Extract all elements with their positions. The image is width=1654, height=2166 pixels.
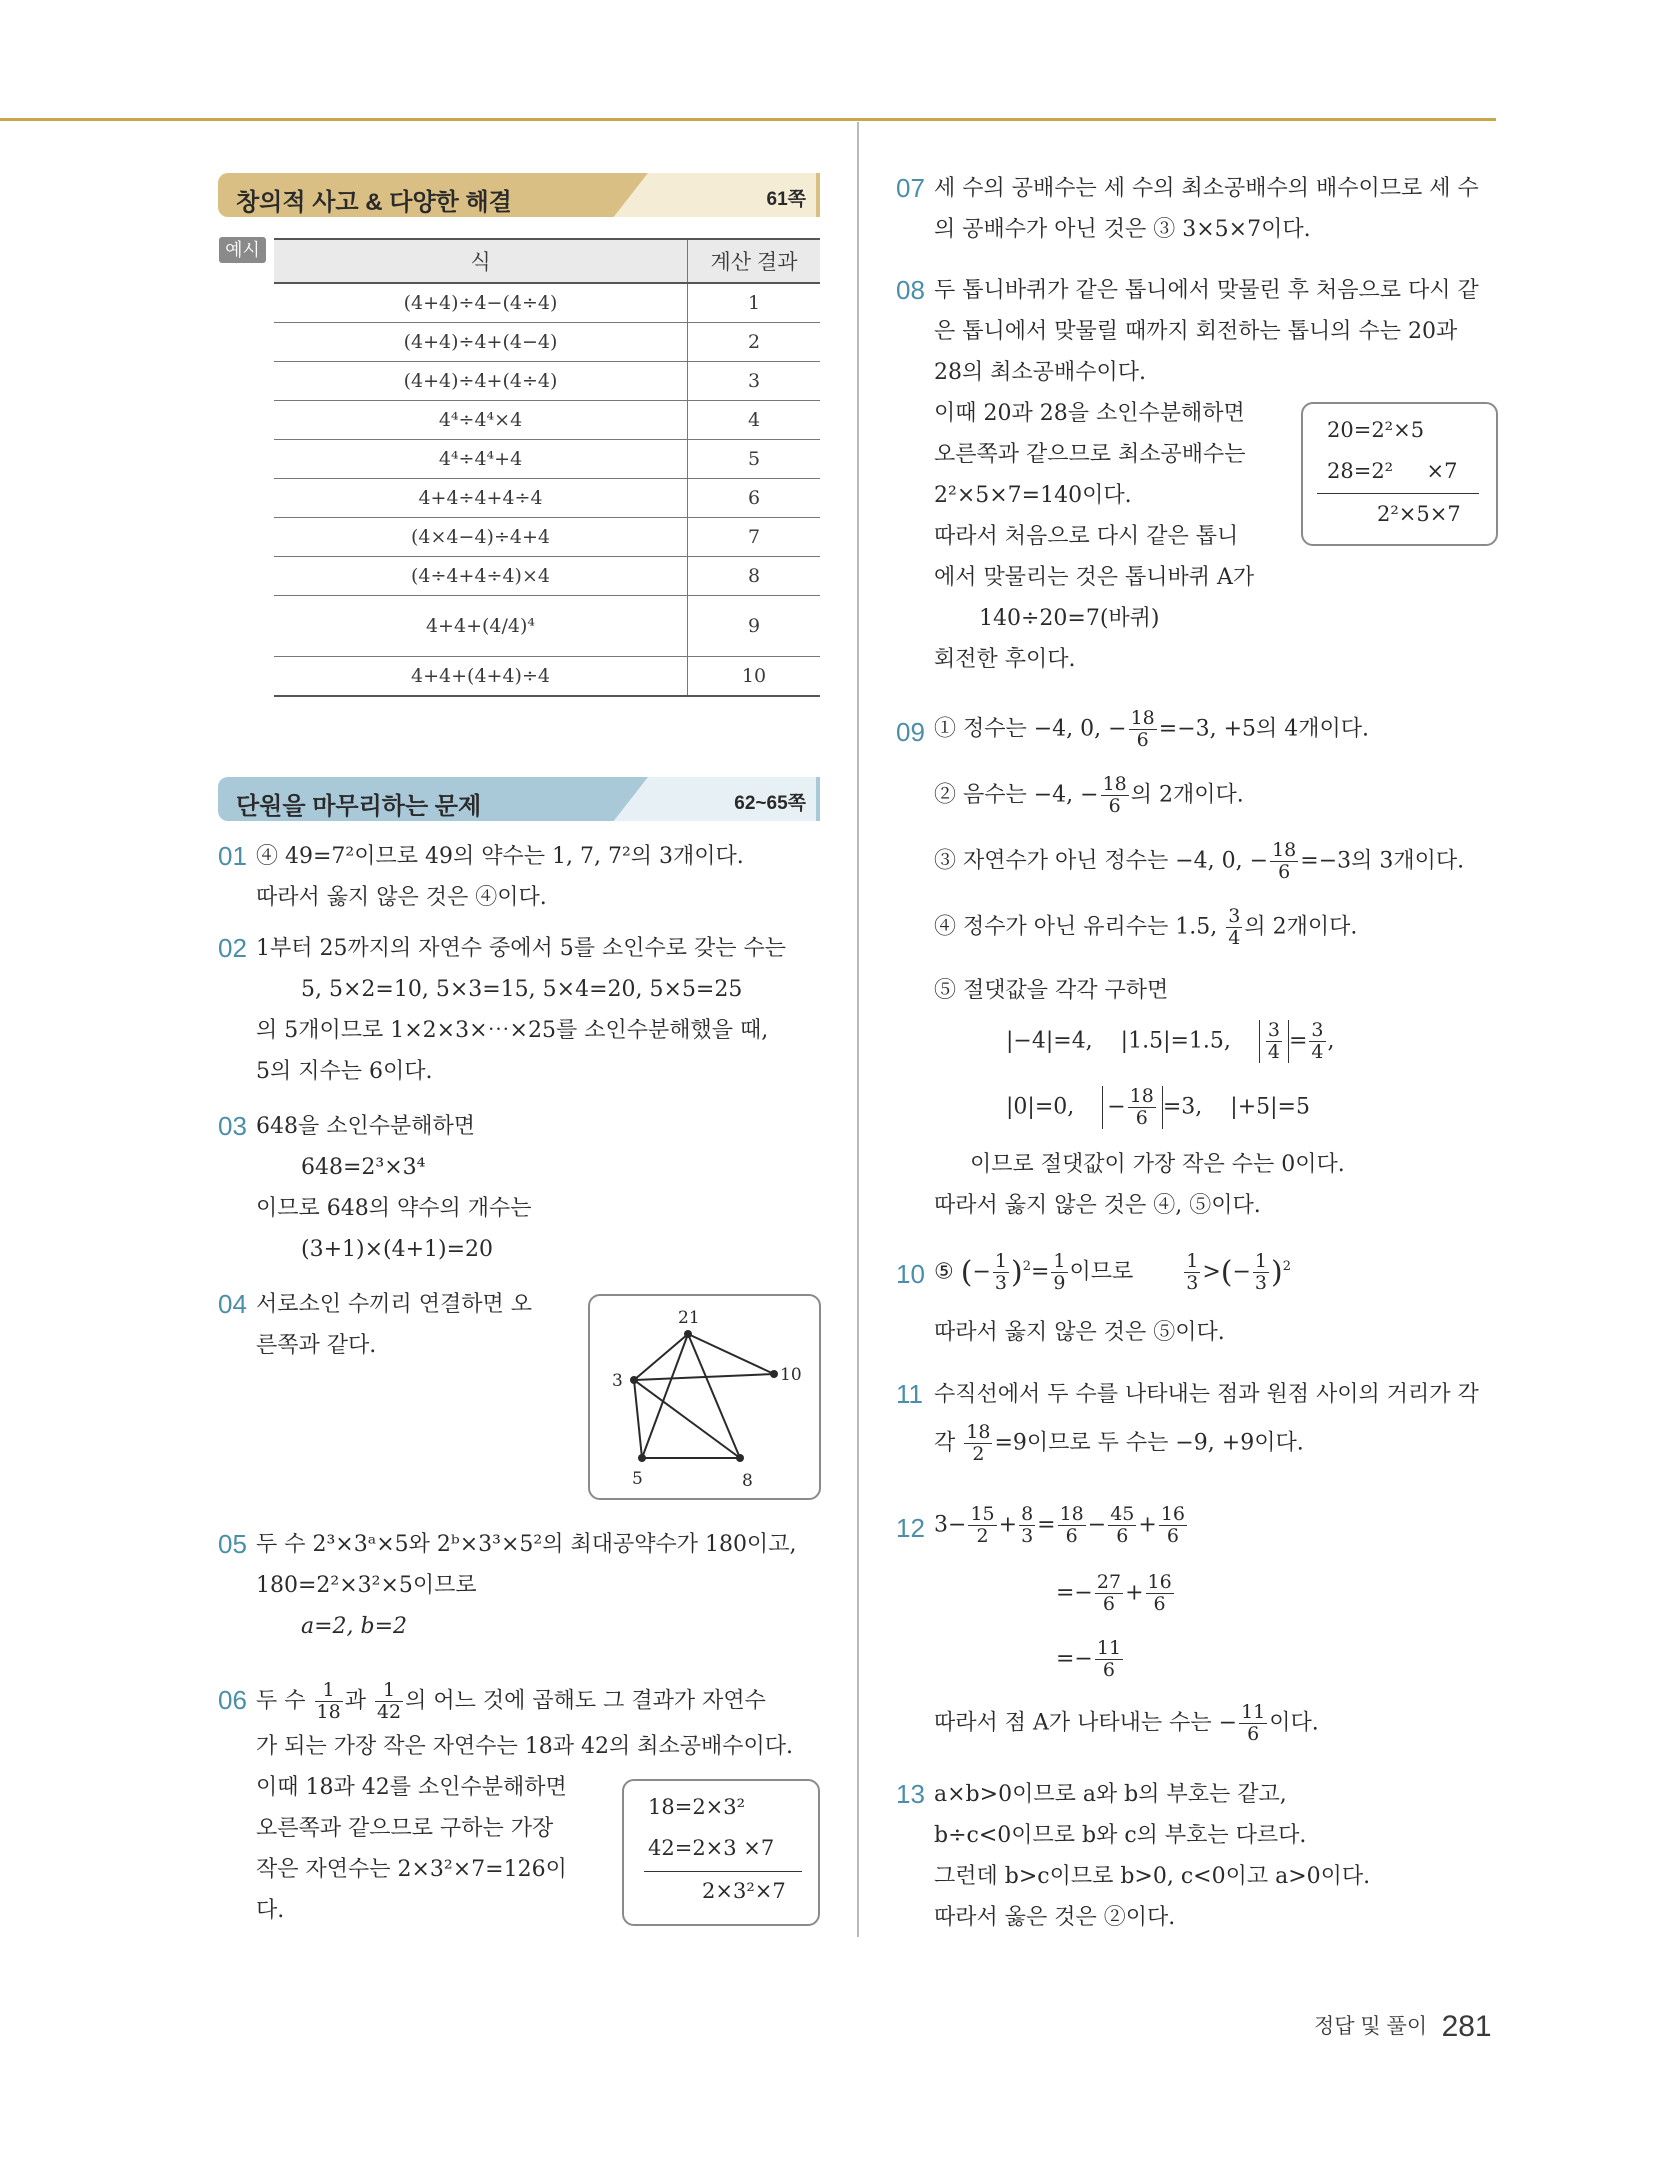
column-divider [857,122,859,1937]
box-line: 28=2² ×7 [1327,459,1458,483]
denominator: 6 [1136,729,1149,751]
factorization-box-06 [622,1779,820,1926]
text-line: 의 5개이므로 1×2×3×⋯×25를 소인수분해했을 때, [256,1018,769,1043]
text-fragment: ⑤ [934,1259,954,1285]
box-line: 2²×5×7 [1377,502,1461,526]
numerator: 18 [1102,773,1127,795]
text-fragment: = [1030,1259,1050,1285]
text-fragment: 의 2개이다. [1244,914,1358,940]
step-3: =− $\frac{11}{6}$ [1056,1637,1122,1681]
text-line: 세 수의 공배수는 세 수의 최소공배수의 배수이므로 세 수 [934,176,1479,201]
text-line: 이때 18과 42를 소인수분해하면 [256,1775,567,1800]
text-line: 오른쪽과 같으므로 최소공배수는 [934,442,1246,467]
table-row [274,479,820,518]
text-line: 140÷20=7(바퀴) [979,606,1160,631]
fraction [968,1504,996,1547]
problem-number: 07 [896,173,925,203]
table-row [274,362,820,401]
text-fragment: , [1327,1028,1335,1054]
denominator: 6 [1102,1659,1116,1681]
fraction [1128,1086,1156,1129]
problem-number: 01 [218,841,247,871]
expr-cell: (4+4)÷4−(4÷4) [274,283,688,323]
box-line: 18=2×3² [648,1795,746,1819]
problem-number: 06 [218,1685,247,1715]
numerator: 1 [1053,1249,1066,1272]
denominator: 4 [1311,1041,1324,1063]
numerator: 45 [1110,1503,1135,1525]
factorization-box-08 [1301,402,1498,546]
result-cell: 3 [688,362,821,401]
text-fragment: 의 어느 것에 곱해도 그 결과가 자연수 [405,1688,766,1714]
denominator: 3 [1021,1525,1034,1547]
fraction [964,1422,992,1465]
text-line: 두 수 2³×3ᵃ×5와 2ᵇ×3³×5²의 최대공약수가 180이고, [256,1532,797,1557]
denominator: 9 [1053,1271,1066,1294]
numerator: 1 [1254,1249,1268,1272]
expr-cell: 4+4÷4+4÷4 [274,479,688,518]
numerator: 11 [1096,1637,1122,1659]
text-fragment: ② 음수는 −4, − [934,782,1099,808]
node-3-dot [630,1376,638,1384]
text-line: 이때 20과 28을 소인수분해하면 [934,401,1245,426]
problem-number: 09 [896,717,925,747]
text-fragment: =9이므로 두 수는 −9, +9이다. [994,1430,1304,1456]
text-line: 서로소인 수끼리 연결하면 오 [256,1292,533,1317]
section-title: 창의적 사고 & 다양한 해결 [236,189,512,216]
text-line: 5의 지수는 6이다. [256,1059,433,1084]
edge-3-5 [634,1380,642,1458]
numerator: 16 [1160,1503,1186,1525]
text-fragment: =3, [1162,1094,1203,1120]
numerator: 8 [1021,1503,1034,1525]
numerator: 15 [970,1503,995,1525]
text-fragment: |−4|=4, [1006,1028,1093,1054]
text-fragment: 3− [934,1512,967,1538]
node-21-dot [684,1330,692,1338]
text-fragment: 따라서 점 A가 나타내는 수는 − [934,1710,1238,1736]
numerator: 18 [1129,1085,1154,1107]
table-row [274,323,820,362]
node-label: 21 [678,1308,700,1328]
text-fragment: ③ 자연수가 아닌 정수는 −4, 0, − [934,848,1269,874]
result-cell: 8 [688,557,821,596]
fraction [1184,1251,1200,1294]
coprime-graph [590,1296,819,1498]
denominator: 2 [976,1525,989,1547]
numerator: 18 [1272,839,1297,861]
answer-1 [934,708,1369,751]
expr-cell: (4+4)÷4+(4−4) [274,323,688,362]
denominator: 4 [1228,927,1241,949]
problem-05 [218,1524,818,1654]
edge-21-10 [688,1334,774,1374]
section-title: 단원을 마무리하는 문제 [236,793,482,820]
text-line-2 [934,1422,1304,1465]
denominator: 6 [1247,1723,1260,1745]
text-line: 은 톱니에서 맞물릴 때까지 회전하는 톱니의 수는 20과 [934,319,1458,344]
fraction [1226,906,1242,949]
text-line: 1부터 25까지의 자연수 중에서 5를 소인수로 갖는 수는 [256,936,786,961]
text-line: 작은 자연수는 2×3²×7=126이 [256,1857,567,1882]
table-header: 식 [274,239,688,283]
fraction [1019,1504,1035,1547]
expr-cell: 4⁴÷4⁴×4 [274,401,688,440]
denominator: 6 [1166,1525,1179,1547]
text-line: a×b>0이므로 a와 b의 부호는 같고, [934,1782,1287,1807]
denominator: 6 [1278,861,1291,883]
problem-03 [218,1106,818,1276]
table-row [274,657,820,697]
node-label: 3 [612,1371,623,1391]
text-line: 따라서 옳지 않은 것은 ④, ⑤이다. [934,1193,1261,1218]
result-cell: 6 [688,479,821,518]
fraction [1146,1572,1174,1615]
example-table [274,238,820,697]
problem-09 [896,708,1496,1228]
table-header: 계산 결과 [688,239,821,283]
problem-13 [896,1774,1496,1944]
fraction [1051,1251,1067,1294]
result-cell: 10 [688,657,821,697]
expr-cell: (4+4)÷4+(4÷4) [274,362,688,401]
table-row [274,596,820,657]
text-fragment: 각 [934,1430,956,1456]
expr-cell: 4⁴÷4⁴+4 [274,440,688,479]
denominator: 3 [1186,1271,1199,1294]
section-banner-creative [218,173,820,217]
table-row [274,440,820,479]
text-fragment: |0|=0, [1006,1094,1075,1120]
text-line: 다. [256,1898,285,1923]
fraction [1095,1572,1123,1615]
expr-cell: (4÷4+4÷4)×4 [274,557,688,596]
numerator: 16 [1147,1571,1172,1593]
numerator: 18 [966,1421,991,1443]
step-1: 3− $\frac{15}{2}$ + $\frac{8}{3}$ = $\frac{18}{6}$ − $\frac{45}{6}$ + $\frac{16}{6}$ [934,1503,1186,1547]
coprime-graph-box [588,1294,821,1500]
box-line: 42=2×3 ×7 [648,1836,775,1860]
text-line: 의 공배수가 아닌 것은 ③ 3×5×7이다. [934,217,1311,242]
numerator: 3 [1311,1019,1324,1041]
fraction [375,1680,403,1723]
text-fragment: ① 정수는 −4, 0, − [934,716,1127,742]
text-fragment: 두 수 [256,1688,306,1714]
text-line: 2²×5×7=140이다. [934,483,1132,508]
text-line: 28의 최소공배수이다. [934,360,1146,385]
numerator: 1 [375,1680,403,1702]
section-page: 61쪽 [766,189,806,210]
text-line: 이므로 648의 약수의 개수는 [256,1196,532,1221]
text-fragment: 이므로 [1069,1259,1134,1285]
problem-11 [896,1374,1496,1484]
text-line: 따라서 옳은 것은 ②이다. [934,1905,1176,1930]
expr-cell: 4+4+(4/4)⁴ [274,596,688,657]
table-row [274,283,820,323]
text-fragment: > [1202,1259,1221,1285]
text-line: 따라서 처음으로 다시 같은 톱니 [934,524,1239,549]
result-cell: 4 [688,401,821,440]
text-fragment: |+5|=5 [1230,1094,1310,1120]
section-page: 62~65쪽 [734,793,806,814]
box-line: 20=2²×5 [1327,418,1425,442]
text-fragment: =−3의 3개이다. [1300,848,1465,874]
text-fragment: |1.5|=1.5, [1120,1028,1231,1054]
denominator: 6 [1108,795,1121,817]
result-cell: 7 [688,518,821,557]
denominator: 3 [994,1271,1007,1294]
denominator: 6 [1135,1107,1148,1129]
fraction [1239,1702,1267,1745]
text-line: 따라서 옳지 않은 것은 ⑤이다. [934,1320,1225,1345]
conclusion [934,1702,1319,1745]
problem-number: 13 [896,1779,925,1809]
problem-02 [218,928,818,1098]
edge-3-10 [634,1374,774,1380]
text-line: 회전한 후이다. [934,647,1076,672]
numerator: 18 [1130,707,1155,729]
fraction [1309,1020,1325,1063]
page-number: 281 [1441,2010,1492,2043]
numerator: 27 [1096,1571,1122,1593]
top-rule [0,118,1496,121]
answer-5: ⑤ 절댓값을 각각 구하면 [934,978,1169,1003]
text-fragment: ④ 정수가 아닌 유리수는 1.5, [934,914,1218,940]
abs-value [1102,1086,1163,1129]
abs-value [1259,1020,1289,1063]
table-row [274,401,820,440]
text-line: 두 톱니바퀴가 같은 톱니에서 맞물린 후 처음으로 다시 같 [934,278,1479,303]
text-line: 648=2³×3⁴ [301,1155,426,1180]
result-cell: 2 [688,323,821,362]
fraction [1266,1020,1282,1063]
node-label: 10 [780,1365,802,1385]
text-fragment: =−3, +5의 4개이다. [1158,716,1370,742]
node-label: 5 [632,1469,643,1489]
text-fragment: 이다. [1269,1710,1319,1736]
node-label: 8 [742,1471,753,1491]
expr-cell: (4×4−4)÷4+4 [274,518,688,557]
text-line: 180=2²×3²×5이므로 [256,1573,477,1598]
denominator: 6 [1116,1525,1129,1547]
problem-number: 04 [218,1289,247,1319]
text-line: a=2, b=2 [301,1614,408,1639]
fraction [1253,1251,1269,1294]
box-rule [644,1871,802,1872]
text-line: (3+1)×(4+1)=20 [301,1237,494,1262]
box-rule [1317,493,1479,494]
answer-4 [934,906,1357,949]
numerator: 1 [1186,1249,1199,1272]
text-line: 따라서 옳지 않은 것은 ④이다. [256,885,547,910]
denominator: 6 [1153,1593,1166,1615]
fraction [1129,708,1157,751]
result-cell: 5 [688,440,821,479]
node-5-dot [638,1454,646,1462]
denominator: 42 [376,1701,402,1723]
problem-number: 08 [896,275,925,305]
numerator: 1 [994,1249,1007,1272]
abs-row-2 [1006,1086,1310,1129]
numerator: 3 [1267,1019,1280,1041]
result-cell: 1 [688,283,821,323]
result-cell: 9 [688,596,821,657]
denominator: 3 [1254,1271,1268,1294]
text-line: 수직선에서 두 수를 나타내는 점과 원점 사이의 거리가 각 [934,1382,1479,1407]
example-tag: 예시 [219,237,266,263]
fraction [1108,1504,1136,1547]
text-fragment: 의 2개이다. [1130,782,1244,808]
answer-2 [934,774,1244,817]
text-line: 에서 맞물리는 것은 톱니바퀴 A가 [934,565,1255,590]
node-8-dot [736,1454,744,1462]
fraction [1159,1504,1187,1547]
fraction [315,1680,343,1723]
text-fragment: = [1288,1028,1308,1054]
expr-cell: 4+4+(4+4)÷4 [274,657,688,697]
answer-3 [934,840,1464,883]
fraction [1058,1504,1086,1547]
problem-number: 12 [896,1513,925,1543]
footer [1314,2010,1496,2044]
node-10-dot [770,1370,778,1378]
problem-number: 10 [896,1259,925,1289]
numerator: 1 [315,1680,343,1702]
text-line: ④ 49=7²이므로 49의 약수는 1, 7, 7²의 3개이다. [256,844,744,869]
text-line: 른쪽과 같다. [256,1333,377,1358]
abs-row-1 [1006,1020,1335,1063]
problem-01 [218,836,818,926]
denominator: 6 [1065,1525,1078,1547]
problem-10 [896,1246,1496,1356]
denominator: 18 [316,1701,341,1723]
expression: ⑤ (− $\frac{1}{3}$ )$^2$= $\frac{1}{9}$ 이므로 $\frac{1}{3}$ >(− $\frac{1}{3}$ )$^2$ [934,1249,1292,1294]
numerator: 18 [1059,1503,1084,1525]
problem-number: 02 [218,933,247,963]
numerator: 3 [1228,905,1241,927]
denominator: 2 [972,1443,985,1465]
fraction [1270,840,1298,883]
section-banner-review [218,777,820,821]
text-line: b÷c<0이므로 b와 c의 부호는 다르다. [934,1823,1307,1848]
table-row [274,518,820,557]
problem-number: 11 [896,1379,923,1409]
text-fragment: 과 [344,1688,366,1714]
text-line: 오른쪽과 같으므로 구하는 가장 [256,1816,554,1841]
problem-number: 05 [218,1529,247,1559]
fraction [1095,1638,1123,1681]
text-line: 그런데 b>c이므로 b>0, c<0이고 a>0이다. [934,1864,1371,1889]
box-line: 2×3²×7 [702,1879,786,1903]
footer-label: 정답 및 풀이 [1314,2015,1428,2038]
numerator: 11 [1241,1701,1266,1723]
text-line: 648을 소인수분해하면 [256,1114,476,1139]
fraction [993,1251,1009,1294]
text-line: 이므로 절댓값이 가장 작은 수는 0이다. [970,1152,1345,1177]
problem-07 [896,168,1496,258]
denominator: 6 [1102,1593,1116,1615]
step-2: =− $\frac{27}{6}$ + $\frac{16}{6}$ [1056,1571,1172,1615]
fraction [1101,774,1129,817]
problem-number: 03 [218,1111,247,1141]
denominator: 4 [1267,1041,1280,1063]
text-line: 5, 5×2=10, 5×3=15, 5×4=20, 5×5=25 [301,977,743,1002]
table-row [274,557,820,596]
text-line: 가 되는 가장 작은 자연수는 18과 42의 최소공배수이다. [256,1734,793,1759]
text-fragment: − [1107,1094,1126,1120]
problem-12 [896,1504,1496,1754]
